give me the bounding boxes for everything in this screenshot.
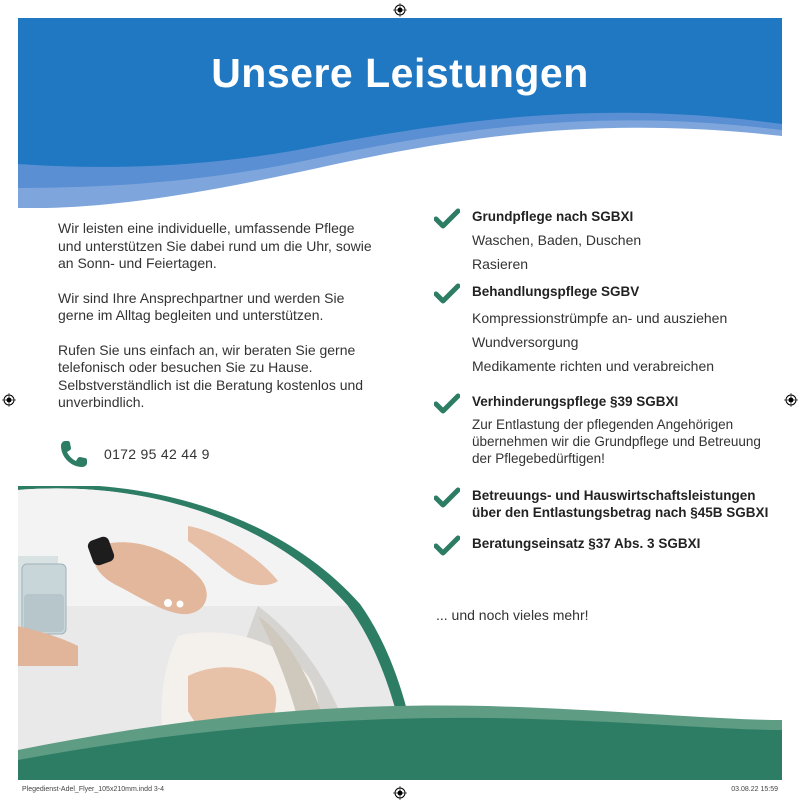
print-slug-date: 03.08.22 15:59 — [731, 786, 778, 793]
page-title: Unsere Leistungen — [211, 50, 589, 96]
bottom-wave — [18, 680, 782, 780]
service-detail: Medikamente richten und verabreichen — [472, 358, 715, 374]
service-title: Betreuungs- und Hauswirtschaftsleistungen über den Entlastungsbetrag nach §45B SGBXI — [472, 488, 769, 520]
phone-icon — [58, 438, 90, 470]
registration-mark-left — [2, 393, 16, 407]
service-item — [434, 487, 774, 521]
service-title: Verhinderungspflege §39 SGBXI — [472, 394, 679, 409]
registration-mark-bottom — [393, 786, 407, 800]
registration-mark-right — [784, 393, 798, 407]
checkmark-icon — [434, 393, 460, 415]
service-item — [434, 283, 774, 375]
services-list — [434, 208, 774, 552]
checkmark-icon — [434, 487, 460, 509]
checkmark-icon — [434, 283, 460, 305]
service-detail: Wundversorgung — [472, 334, 579, 350]
service-detail: Kompressionstrümpfe an- und ausziehen — [472, 310, 728, 326]
print-slug-file: Plegedienst-Adel_Flyer_105x210mm.indd 3-4 — [22, 786, 165, 793]
service-detail: Rasieren — [472, 256, 529, 272]
checkmark-icon — [434, 535, 460, 557]
phone-number: 0172 95 42 44 9 — [104, 446, 210, 462]
intro-paragraph: Wir leisten eine individuelle, umfassende Pflege und unterstützen Sie dabei rund um die Uhr, sowie an Sonn- und Feiertagen. — [58, 220, 372, 271]
more-services-text: ... und noch vieles mehr! — [436, 607, 589, 623]
service-title: Grundpflege nach SGBXI — [472, 209, 634, 224]
service-item — [434, 208, 774, 273]
header-wave — [18, 18, 782, 208]
service-item — [434, 393, 774, 467]
service-detail: Waschen, Baden, Duschen — [472, 232, 642, 248]
phone-contact[interactable] — [58, 438, 210, 470]
service-description: Zur Entlastung der pflegenden Angehörigen übernehmen wir die Grundpflege und Betreuung der Pflegebedürftigen! — [472, 417, 761, 466]
checkmark-icon — [434, 208, 460, 230]
service-title: Beratungseinsatz §37 Abs. 3 SGBXI — [472, 536, 701, 551]
registration-mark-top — [393, 3, 407, 17]
service-title: Behandlungspflege SGBV — [472, 284, 640, 299]
intro-text — [58, 220, 378, 429]
intro-paragraph: Wir sind Ihre Ansprechpartner und werden Sie gerne im Alltag begleiten und unterstützen. — [58, 289, 345, 323]
intro-paragraph: Rufen Sie uns einfach an, wir beraten Sie gerne telefonisch oder besuchen Sie zu Hause. Selbstverständlich ist die Beratung kostenlos und unverbindlich. — [58, 341, 364, 410]
service-item — [434, 535, 774, 552]
